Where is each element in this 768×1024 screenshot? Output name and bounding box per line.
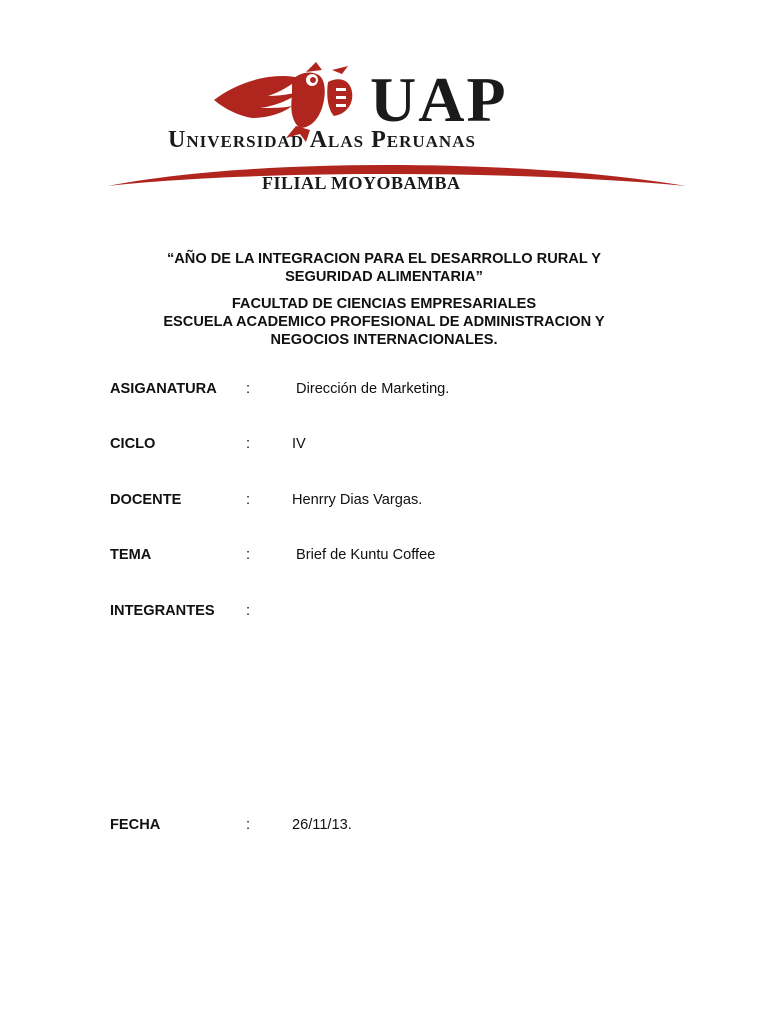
field-colon: :	[246, 381, 251, 397]
field-colon: :	[246, 492, 251, 508]
faculty-block	[100, 295, 668, 349]
field-value: Henrry Dias Vargas.	[292, 492, 423, 508]
field-label: ASIGANATURA	[110, 381, 217, 397]
field-colon: :	[246, 547, 251, 563]
field-label: CICLO	[110, 436, 156, 452]
field-value: 26/11/13.	[292, 817, 352, 833]
faculty-title: FACULTAD DE CIENCIAS EMPRESARIALES	[231, 296, 537, 312]
field-label: TEMA	[110, 547, 152, 563]
field-label: FECHA	[110, 817, 161, 833]
field-value: Brief de Kuntu Coffee	[292, 547, 436, 563]
logo-acronym: UAP	[370, 64, 508, 135]
field-value: IV	[292, 436, 306, 452]
motto-line-2: SEGURIDAD ALIMENTARIA”	[285, 269, 483, 285]
uap-logo-graphic	[0, 0, 768, 200]
field-colon: :	[246, 436, 251, 452]
field-label: INTEGRANTES	[110, 603, 215, 619]
field-value: Dirección de Marketing.	[292, 381, 450, 397]
school-line-2: NEGOCIOS INTERNACIONALES.	[270, 332, 498, 348]
field-label: DOCENTE	[110, 492, 182, 508]
school-line-1: ESCUELA ACADEMICO PROFESIONAL DE ADMINISTRACION Y	[163, 314, 605, 330]
field-colon: :	[246, 603, 251, 619]
motto-line-1: “AÑO DE LA INTEGRACION PARA EL DESARROLLO RURAL Y	[166, 251, 602, 267]
field-colon: :	[246, 817, 251, 833]
uap-logo	[0, 0, 768, 200]
logo-branch: FILIAL MOYOBAMBA	[262, 173, 461, 193]
logo-university-name: Universidad Alas Peruanas	[168, 127, 476, 153]
motto	[100, 250, 668, 286]
